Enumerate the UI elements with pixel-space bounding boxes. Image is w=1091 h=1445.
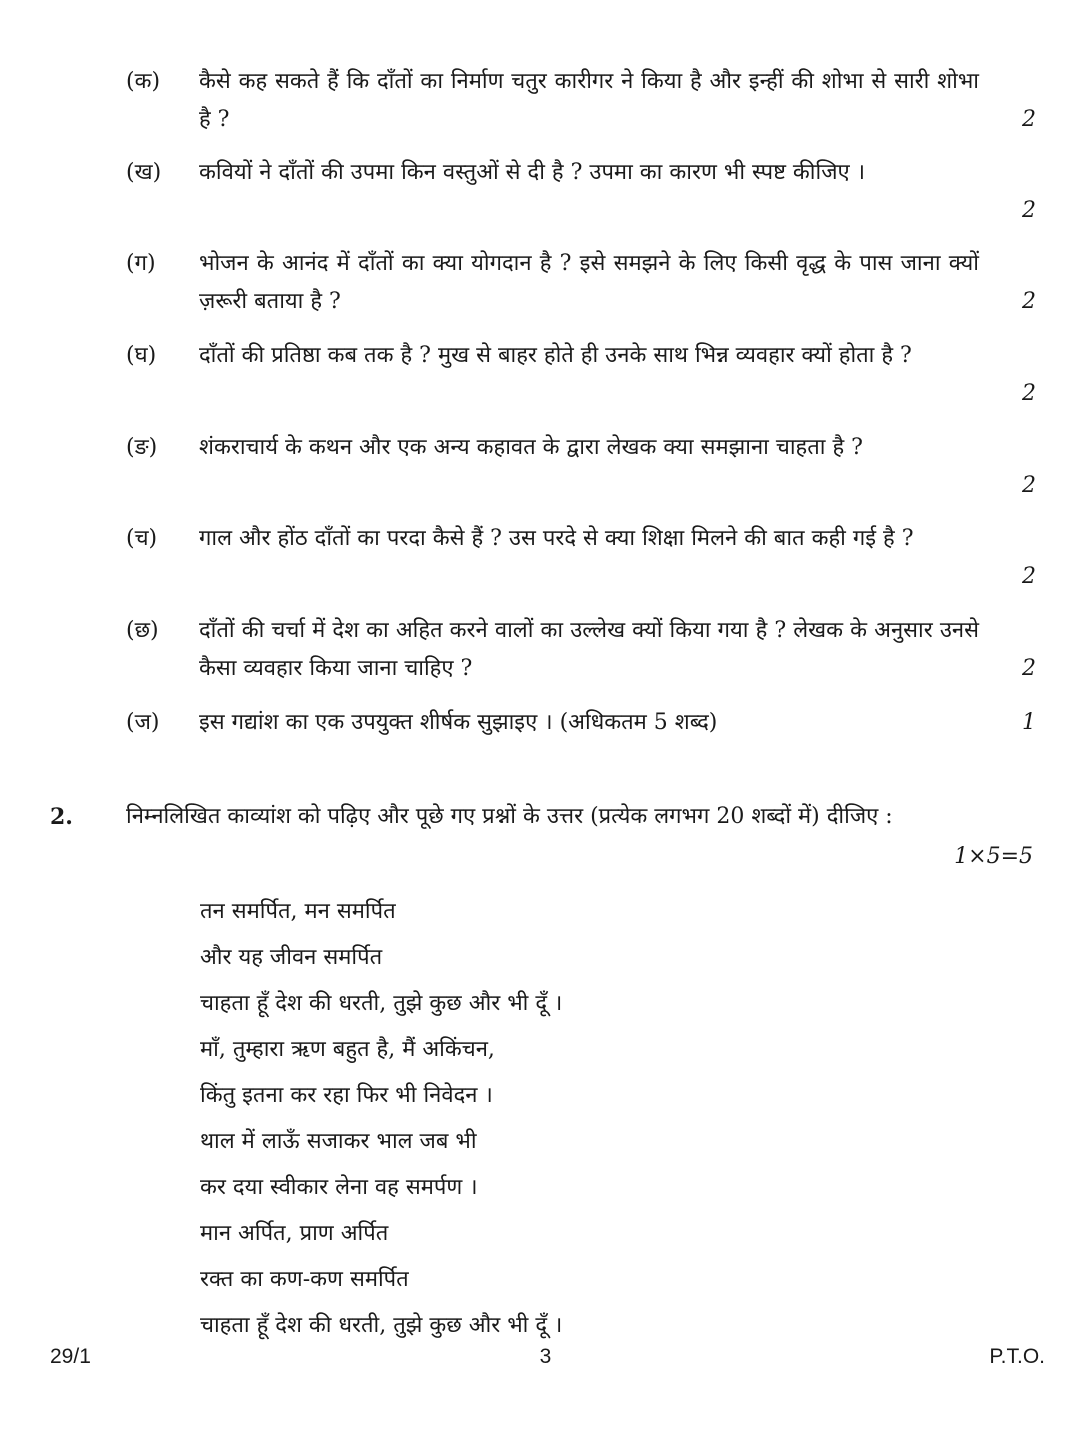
question-part (126, 429, 1036, 509)
paper-code: 29/1 (50, 1345, 91, 1368)
part-label: (घ) (126, 343, 157, 368)
poem-line: किंतु इतना कर रहा फिर भी निवेदन । (200, 1083, 493, 1108)
part-marks: 2 (1022, 198, 1036, 223)
poem-line: चाहता हूँ देश की धरती, तुझे कुछ और भी दूँ । (200, 1313, 563, 1338)
poem-line: चाहता हूँ देश की धरती, तुझे कुछ और भी दूँ । (200, 991, 563, 1016)
part-text: कवियों ने दाँतों की उपमा किन वस्तुओं से दी है ? उपमा का कारण भी स्पष्ट कीजिए । (199, 160, 866, 185)
part-marks: 2 (1022, 107, 1036, 132)
question-part (126, 520, 1036, 600)
part-label: (छ) (126, 618, 159, 643)
part-marks: 2 (1022, 289, 1036, 314)
part-marks: 2 (1022, 564, 1036, 589)
part-label: (च) (126, 526, 158, 551)
part-label: (ग) (126, 251, 156, 276)
part-marks: 2 (1022, 656, 1036, 681)
part-label: (क) (126, 69, 161, 94)
part-label: (ख) (126, 160, 162, 185)
question-text: निम्नलिखित काव्यांश को पढ़िए और पूछे गए प्रश्नों के उत्तर (प्रत्येक लगभग 20 शब्दों में) दीजिए : (126, 804, 893, 829)
part-text: इस गद्यांश का एक उपयुक्त शीर्षक सुझाइए । (अधिकतम 5 शब्द) (199, 710, 718, 735)
part-marks: 2 (1022, 473, 1036, 498)
question-part (126, 337, 1036, 417)
part-marks: 2 (1022, 381, 1036, 406)
poem-line: थाल में लाऊँ सजाकर भाल जब भी (200, 1129, 477, 1154)
part-text: शंकराचार्य के कथन और एक अन्य कहावत के द्वारा लेखक क्या समझाना चाहता है ? (199, 435, 863, 460)
part-text: गाल और होंठ दाँतों का परदा कैसे हैं ? उस परदे से क्या शिक्षा मिलने की बात कही गई है ? (199, 526, 914, 551)
page-number: 3 (539, 1345, 552, 1368)
part-text: कैसे कह सकते हैं कि दाँतों का निर्माण चतुर कारीगर ने किया है और इन्हीं की शोभा से सारी शोभा है ? (199, 69, 979, 132)
pto-label: P.T.O. (989, 1345, 1045, 1368)
poem-line: रक्त का कण-कण समर्पित (200, 1267, 409, 1292)
part-text: भोजन के आनंद में दाँतों का क्या योगदान है ? इसे समझने के लिए किसी वृद्ध के पास जाना क्यों ज़रूरी बताया है ? (199, 251, 979, 314)
question-part (126, 245, 1036, 325)
question-part (126, 612, 1036, 692)
poem-line: कर दया स्वीकार लेना वह समर्पण । (200, 1175, 478, 1200)
part-marks: 1 (1022, 710, 1036, 735)
part-label: (ङ) (126, 435, 158, 460)
question-part (126, 63, 1036, 143)
question-part (126, 704, 1036, 744)
part-label: (ज) (126, 710, 160, 735)
poem-line: माँ, तुम्हारा ऋण बहुत है, मैं अकिंचन, (200, 1037, 495, 1062)
poem-line: और यह जीवन समर्पित (200, 945, 383, 970)
question-part (126, 154, 1036, 234)
poem-line: मान अर्पित, प्राण अर्पित (200, 1221, 389, 1246)
question-marks: 1×5=5 (954, 844, 1033, 869)
question-number: 2. (50, 804, 73, 830)
part-text: दाँतों की प्रतिष्ठा कब तक है ? मुख से बाहर होते ही उनके साथ भिन्न व्यवहार क्यों होता है ? (199, 343, 912, 368)
poem-passage (200, 893, 1000, 1353)
part-text: दाँतों की चर्चा में देश का अहित करने वालों का उल्लेख क्यों किया गया है ? लेखक के अनुसार उनसे कैसा व्यवहार किया जाना चाहिए ? (199, 618, 979, 681)
poem-line: तन समर्पित, मन समर्पित (200, 899, 396, 924)
